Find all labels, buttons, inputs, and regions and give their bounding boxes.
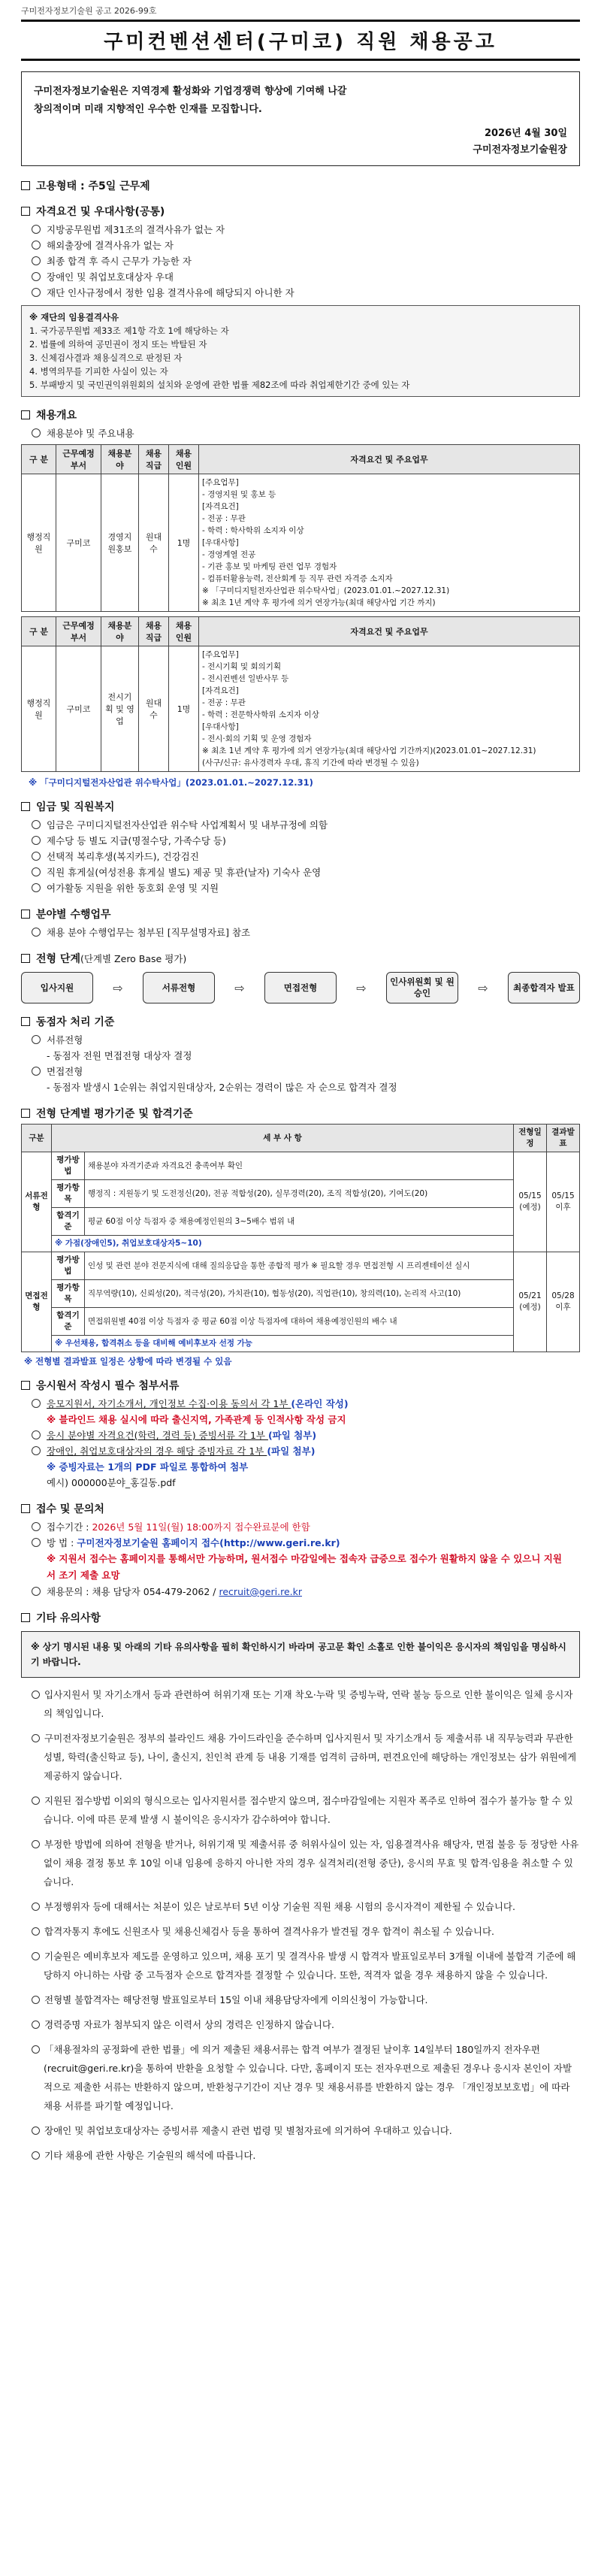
overview-header-cell: 채용직급 [139,617,169,646]
circle-bullet-icon [32,1797,40,1805]
checkbox-icon [21,410,30,419]
qualification-item [21,238,580,253]
apply-period [21,1519,580,1535]
notice-number: 구미전자정보기술원 공고 2026-99호 [21,6,157,16]
docs-item-tag: (파일 첨부) [267,1445,316,1457]
intro-issuer: 구미전자정보기술원장 [473,144,567,156]
caution-box: ※ 상기 명시된 내용 및 아래의 기타 유의사항을 필히 확인하시기 바라며 공고문 확인 소홀로 인한 불이익은 응시자의 책임임을 명심하시기 바랍니다. [21,1631,580,1678]
section-title: 분야별 수행업무 [36,909,111,921]
note-list [29,324,572,392]
qualification-item-text: 지방공무원법 제31조의 결격사유가 없는 자 [47,224,225,235]
duty-line: ※ 최초 1년 계약 후 평가에 의거 연장가능(최대 해당사업 기간 까지) [202,598,436,607]
section-title: 응시원서 작성시 필수 첨부서류 [36,1380,180,1392]
duty-line: [자격요건] [202,502,239,511]
circle-bullet-icon [32,1952,40,1960]
caution-item-text: 부정행위자 등에 대해서는 처분이 있은 날로부터 5년 이상 기술원 직원 채용 시험의 응시자격이 제한될 수 있습니다. [44,1901,515,1912]
checkbox-icon [21,181,30,190]
section-employment [21,178,580,193]
section-title: 접수 및 문의처 [36,1503,104,1515]
caution-item [21,1990,580,2009]
caution-item [21,1729,580,1785]
caution-item-text: 지원된 접수방법 이외의 형식으로는 입사지원서를 접수받지 않으며, 접수마감일에는 지원자 폭주로 인하여 접수가 불가능 할 수 있습니다. 이에 따른 문제 발생 시 불이익은 응시자가 감수하여야 합니다. [44,1795,573,1825]
table-row [22,1180,580,1208]
eval-result: 05/28 이후 [547,1252,580,1352]
circle-bullet-icon [32,883,41,892]
docs-item-text: 응시 분야별 자격요건(학력, 경력 등) 증빙서류 각 1부 [47,1430,268,1441]
docs-note: ※ 블라인드 채용 실시에 따라 출신지역, 가족관계 등 인적사항 작성 금지 [47,1414,346,1425]
checkbox-icon [21,1109,30,1118]
circle-bullet-icon [32,1927,40,1936]
table-row [22,1236,580,1252]
circle-bullet-icon [32,1840,40,1848]
duty-line: [우대사항] [202,722,239,731]
overview-header-cell: 자격요건 및 주요업무 [199,445,580,474]
overview-cell-duty [199,646,580,772]
docs-item [21,1396,580,1412]
eval-date: 05/15 (예정) [514,1152,547,1252]
caution-item-text: 부정한 방법에 의하여 전형을 받거나, 허위기재 및 제출서류 중 허위사실이 있는 자, 임용결격사유 해당자, 면접 불응 등 정당한 사유 없이 채용 결정 통보 후 10일 이내 임용에 응하지 아니한 자의 경우 실격처리(전형 중단), 응시의 무효 및 합격·임용을 취소할 수 있습니다. [44,1839,579,1887]
overview-table [21,444,580,612]
section-docs [21,1378,580,1393]
caution-item-text: 「채용절차의 공정화에 관한 법률」에 의거 제출된 채용서류는 합격 여부가 결정된 날이후 14일부터 180일까지 전자우편(recruit@geri.re.kr)을 통하여 반환을 요청할 수 있습니다. 다만, 홈페이지 또는 전자우편으로 제출된 경우나 응시자 본인이 자발적으로 제출한 서류는 반환하지 않으며, 반환청구기간이 지난 경우 및 채용서류를 반환하지 않는 경우 「개인정보보호법」에 따라 채용 서류를 파기할 예정입니다. [44,2044,572,2111]
duty-line: - 전시기획 및 회의기획 [202,662,282,671]
tie-desc: - 동점자 전원 면접전형 대상자 결정 [47,1050,192,1061]
duty-line: - 학력 : 전문학사학위 소지자 이상 [202,710,319,719]
circle-bullet-icon [32,1538,41,1547]
circle-bullet-icon [32,852,41,861]
caution-item-text: 전형별 불합격자는 해당전형 발표일로부터 15일 이내 채용담당자에게 이의신청이 가능합니다. [44,1994,428,2005]
qualification-item [21,222,580,238]
overview-header-cell: 근무예정부서 [56,617,101,646]
docs-item-tag: (온라인 작성) [291,1398,349,1409]
caution-item [21,1685,580,1723]
caution-item-text: 기술원은 예비후보자 제도를 운영하고 있으며, 채용 포기 및 결격사유 발생 시 합격자 발표일로부터 3개월 이내에 불합격 기준에 해당하지 아니하는 사람 중 고득점자 순으로 합격자를 결정할 수 있습니다. 또한, 적격자 없을 경우 채용하지 않을 수 있습니다. [44,1951,576,1981]
circle-bullet-icon [32,1067,41,1076]
section-overview [21,407,580,422]
process-flow [21,972,580,1003]
contact-email-link[interactable]: recruit@geri.re.kr [219,1586,302,1597]
eval-stage-name: 서류전형 [22,1152,52,1252]
overview-header-cell: 채용분야 [101,445,139,474]
pay-item [21,849,580,864]
overview-tables [21,444,580,772]
overview-header-cell: 채용인원 [169,445,199,474]
pay-item [21,833,580,849]
apply-method-label: 방 법 : [47,1537,77,1548]
circle-bullet-icon [32,1587,41,1596]
section-pay [21,799,580,814]
tie-list [21,1032,580,1095]
eval-key: 합격기준 [52,1308,85,1336]
apply-method [21,1535,580,1551]
eval-key: 평가항목 [52,1280,85,1308]
circle-bullet-icon [32,2045,40,2054]
tie-item-text: 서류전형 [47,1034,83,1046]
docs-item [21,1427,580,1443]
overview-header-cell: 채용인원 [169,617,199,646]
docs-item-text: 응모지원서, 자기소개서, 개인정보 수집·이용 동의서 각 1부 [47,1398,291,1409]
duty-line: [주요업무] [202,478,239,487]
section-title: 전형 단계별 평가기준 및 합격기준 [36,1108,193,1120]
duty-line: - 기관 홍보 및 마케팅 관련 업무 경험자 [202,562,337,571]
fields-item-text: 채용 분야 수행업무는 첨부된 [직무설명자료] 참조 [47,927,251,938]
circle-bullet-icon [32,225,41,234]
eval-table [21,1124,580,1352]
duty-line: - 경영지원 및 홍보 등 [202,490,276,499]
table-row [22,1336,580,1352]
eval-key: 합격기준 [52,1208,85,1236]
qualification-list [21,222,580,301]
eval-date: 05/21 (예정) [514,1252,547,1352]
pay-item-text: 제수당 등 별도 지급(명절수당, 가족수당 등) [47,835,226,846]
circle-bullet-icon [32,1430,41,1439]
process-step: 서류전형 [143,972,215,1003]
qualification-item [21,253,580,269]
circle-bullet-icon [32,928,41,937]
eval-value: 평균 60점 이상 득점자 중 채용예정인원의 3~5배수 범위 내 [85,1208,514,1236]
section-title: 전형 단계 [36,953,80,965]
overview-cell-gubun: 행정직원 [22,474,56,612]
pay-item-text: 선택적 복리후생(복지카드), 건강검진 [47,851,199,862]
overview-header-cell: 채용분야 [101,617,139,646]
circle-bullet-icon [32,241,41,250]
duty-line: [자격요건] [202,686,239,695]
arrow-right-icon: ⇨ [234,980,245,995]
checkbox-icon [21,207,30,216]
checkbox-icon [21,1504,30,1513]
eval-header-gubun: 구분 [22,1125,52,1152]
fields-item [21,925,580,940]
section-fields [21,907,580,922]
table-row [22,646,580,772]
circle-bullet-icon [32,1996,40,2004]
circle-bullet-icon [32,2151,40,2160]
docs-item-text: 장애인, 취업보호대상자의 경우 해당 증빙자료 각 1부 [47,1445,267,1457]
section-title: 기타 유의사항 [36,1612,101,1624]
section-tie [21,1014,580,1029]
caution-item [21,1922,580,1941]
arrow-right-icon: ⇨ [113,980,123,995]
apply-method-link[interactable]: 구미전자정보기술원 홈페이지 접수(http://www.geri.re.kr) [77,1537,340,1548]
qualification-item [21,285,580,301]
caution-list [21,1685,580,2165]
tie-item-text: 면접전형 [47,1066,83,1077]
tie-desc: - 동점자 발생시 1순위는 취업지원대상자, 2순위는 경력이 많은 자 순으로 합격자 결정 [47,1082,397,1093]
overview-sub-text: 채용분야 및 주요내용 [47,428,134,439]
pay-item-text: 여가활동 지원을 위한 동호회 운영 및 지원 [47,882,219,894]
duty-line: - 컴퓨터활용능력, 전산회계 등 직무 관련 자격증 소지자 [202,574,393,583]
overview-cell-field: 전시기획 및 영업 [101,646,139,772]
circle-bullet-icon [32,2126,40,2135]
overview-header-cell: 구 분 [22,617,56,646]
section-title: 채용개요 [36,410,77,422]
circle-bullet-icon [32,1399,41,1408]
section-caution [21,1610,580,1625]
eval-header-detail: 세 부 사 항 [52,1125,514,1152]
apply-contact [21,1584,580,1600]
caution-item-text: 기타 채용에 관한 사항은 기술원의 해석에 따릅니다. [44,2150,256,2161]
docs-example: 예시) 000000분야_홍길동.pdf [47,1477,176,1488]
pay-item [21,817,580,833]
eval-stage-name: 면접전형 [22,1252,52,1352]
duty-line: - 전공 : 무관 [202,698,246,707]
eval-value: 직무역량(10), 신뢰성(20), 적극성(20), 가치관(10), 협동성(20), 직업관(10), 창의력(10), 논리적 사고(10) [85,1280,514,1308]
caution-item [21,2146,580,2165]
duty-line: - 학력 : 학사학위 소지자 이상 [202,526,304,535]
docs-item [21,1443,580,1459]
overview-footnote: ※ 「구미디지털전자산업관 위수탁사업」(2023.01.01.~2027.12.31) [29,777,313,788]
overview-cell-gubun: 행정직원 [22,646,56,772]
pay-item [21,864,580,880]
note-item: 1. 국가공무원법 제33조 제1항 각호 1에 해당하는 자 [29,325,229,336]
duty-line: - 전시·회의 기획 및 운영 경험자 [202,734,312,743]
process-step: 최종합격자 발표 [508,972,580,1003]
eval-body [22,1152,580,1352]
caution-item [21,1897,580,1916]
section-title: 자격요건 및 우대사항(공통) [36,206,165,218]
section-title: 임금 및 직원복지 [36,801,115,813]
apply-contact-label: 채용문의 : 채용 담당자 054-479-2062 / [47,1586,219,1597]
pay-item [21,880,580,896]
apply-period-value: 2026년 5월 11일(월) 18:00까지 접수완료분에 한함 [92,1521,310,1533]
process-step: 면접전형 [264,972,337,1003]
overview-cell-grade: 원대수 [139,646,169,772]
section-apply [21,1501,580,1516]
circle-bullet-icon [32,1446,41,1455]
eval-result: 05/15 이후 [547,1152,580,1252]
caution-item [21,2040,580,2115]
eval-value: 면접위원별 40점 이상 득점자 중 평균 60점 이상 득점자에 대하여 채용예정인원의 배수 내 [85,1308,514,1336]
intro-line-1: 구미전자정보기술원은 지역경제 활성화와 기업경쟁력 향상에 기여해 나갈 [34,86,347,97]
process-step: 입사지원 [21,972,93,1003]
apply-period-label: 접수기간 : [47,1521,92,1533]
overview-table [21,616,580,772]
process-step: 인사위원회 및 원승인 [386,972,458,1003]
circle-bullet-icon [32,2021,40,2029]
circle-bullet-icon [32,256,41,265]
caution-item-text: 합격자통지 후에도 신원조사 및 채용신체검사 등을 통하여 결격사유가 발견될 경우 합격이 취소될 수 있습니다. [44,1926,495,1937]
checkbox-icon [21,1613,30,1622]
table-row [22,1208,580,1236]
qualification-item [21,269,580,285]
section-title: 동점자 처리 기준 [36,1016,115,1028]
note-item: 4. 병역의무를 기피한 사실이 있는 자 [29,366,168,377]
circle-bullet-icon [32,1522,41,1531]
qualification-item-text: 해외출장에 결격사유가 없는 자 [47,240,174,251]
pay-item-text: 직원 휴게실(여성전용 휴게실 별도) 제공 및 휴관(날자) 기숙사 운영 [47,867,322,878]
section-eval [21,1106,580,1121]
overview-header-cell: 구 분 [22,445,56,474]
eval-value: 인성 및 관련 분야 전문지식에 대해 질의응답을 통한 종합적 평가 ※ 필요할 경우 면접전형 시 프리젠테이션 실시 [85,1252,514,1280]
table-row [22,474,580,612]
overview-cell-dept: 구미코 [56,646,101,772]
eval-key: 평가항목 [52,1180,85,1208]
eval-value: 행정직 : 지원동기 및 도전정신(20), 전공 적합성(20), 실무경력(20), 조직 적합성(20), 기여도(20) [85,1180,514,1208]
table-row [22,1152,580,1180]
duty-line: - 전공 : 무관 [202,514,246,523]
caution-item [21,2015,580,2034]
table-row [22,1308,580,1336]
table-row [22,1252,580,1280]
circle-bullet-icon [32,428,41,437]
tie-item [21,1064,580,1079]
eval-key: 평가방법 [52,1252,85,1280]
disqualification-note [21,305,580,397]
eval-value: 채용분야 자격기준과 자격요건 충족여부 확인 [85,1152,514,1180]
circle-bullet-icon [32,288,41,297]
circle-bullet-icon [32,1691,40,1699]
overview-cell-dept: 구미코 [56,474,101,612]
section-process [21,951,580,966]
qualification-item-text: 재단 인사규정에서 정한 임용 결격사유에 해당되지 아니한 자 [47,287,294,298]
checkbox-icon [21,954,30,963]
section-title: 고용형태 : 주5일 근무제 [36,180,150,192]
caution-item [21,2121,580,2140]
tie-item [21,1032,580,1048]
intro-line-2: 창의적이며 미래 지향적인 우수한 인재를 모집합니다. [34,104,262,115]
duty-line: [우대사항] [202,538,239,547]
table-row [22,1280,580,1308]
circle-bullet-icon [32,1035,41,1044]
eval-header-result: 결과발표 [547,1125,580,1152]
fields-list [21,925,580,940]
overview-header-cell: 자격요건 및 주요업무 [199,617,580,646]
qualification-item-text: 장애인 및 취업보호대상자 우대 [47,271,174,283]
caution-item-text: 경력증명 자료가 첨부되지 않은 이력서 상의 경력은 인정하지 않습니다. [44,2019,334,2030]
intro-box [21,71,580,166]
caution-item-text: 구미전자정보기술원은 정부의 블라인드 채용 가이드라인을 준수하며 입사지원서 및 자기소개서 등 제출서류 내 직무능력과 무관한 성별, 학력(출신학교 등), 나이, 출신지, 친인척 관계 등 내용 기재를 엄격히 금하며, 편견요인에 해당하는 개인정보는 삼가 위원에게 제공하지 않습니다. [44,1733,577,1781]
circle-bullet-icon [32,820,41,829]
duty-line: - 경영계열 전공 [202,550,256,559]
overview-cell-count: 1명 [169,474,199,612]
apply-warning: ※ 지원서 접수는 홈페이지를 통해서만 가능하며, 원서접수 마감일에는 접속자 급증으로 접수가 원활하지 않을 수 있으니 지원서 조기 제출 요망 [47,1553,562,1581]
duty-line: - 전시컨벤션 일반사무 등 [202,674,289,683]
eval-header-date: 전형일정 [514,1125,547,1152]
checkbox-icon [21,802,30,811]
eval-note: ※ 가점(장애인5), 취업보호대상자5~10) [52,1236,514,1252]
caution-item-text: 장애인 및 취업보호대상자는 증빙서류 제출시 관련 법령 및 별첨자료에 의거하여 우대하고 있습니다. [44,2125,452,2136]
qualification-item-text: 최종 합격 후 즉시 근무가 가능한 자 [47,256,192,267]
circle-bullet-icon [32,867,41,876]
duty-line: ※ 최초 1년 계약 후 평가에 의거 연장가능(최대 해당사업 기간까지)(2023.01.01~2027.12.31) [202,746,536,755]
pay-list [21,817,580,896]
duty-line: ※ 「구미디지털전자산업관 위수탁사업」(2023.01.01.~2027.12.31) [202,586,450,595]
circle-bullet-icon [32,272,41,281]
docs-list [21,1396,580,1491]
overview-header-cell: 채용직급 [139,445,169,474]
overview-cell-field: 경영지원홍보 [101,474,139,612]
docs-note: ※ 증빙자료는 1개의 PDF 파일로 통합하여 첨부 [47,1461,249,1473]
overview-cell-grade: 원대수 [139,474,169,612]
section-qualification [21,204,580,219]
overview-cell-count: 1명 [169,646,199,772]
overview-sub [21,425,580,441]
intro-date: 2026년 4월 30일 [484,128,567,139]
eval-note: ※ 우선채용, 합격취소 등을 대비해 예비후보자 선정 가능 [52,1336,514,1352]
checkbox-icon [21,1381,30,1390]
arrow-right-icon: ⇨ [478,980,488,995]
note-title: ※ 재단의 임용결격사유 [29,312,119,322]
arrow-right-icon: ⇨ [356,980,367,995]
caution-item [21,1947,580,1984]
duty-line: [주요업무] [202,650,239,659]
docs-item-tag: (파일 첨부) [267,1430,317,1441]
note-item: 3. 신체검사결과 채용실격으로 판정된 자 [29,353,183,363]
pay-item-text: 임금은 구미디지털전자산업관 위수탁 사업계획서 및 내부규정에 의함 [47,819,328,831]
caution-item-text: 입사지원서 및 자기소개서 등과 관련하여 허위기재 또는 기재 착오·누락 및 증빙누락, 연락 불능 등으로 인한 불이익은 일체 응시자의 책임입니다. [44,1689,573,1719]
circle-bullet-icon [32,836,41,845]
overview-header-cell: 근무예정부서 [56,445,101,474]
duty-line: (사구/신규: 유사경력자 우대, 휴직 기간에 따라 변경될 수 있음) [202,758,419,767]
page-title: 구미컨벤션센터(구미코) 직원 채용공고 [21,20,580,61]
circle-bullet-icon [32,1902,40,1911]
note-item: 2. 법률에 의하여 공민권이 정지 또는 박탈된 자 [29,339,207,350]
checkbox-icon [21,910,30,919]
caution-item [21,1835,580,1891]
eval-key: 평가방법 [52,1152,85,1180]
overview-cell-duty [199,474,580,612]
note-item: 5. 부패방지 및 국민권익위원회의 설치와 운영에 관한 법률 제82조에 따라 취업제한기간 중에 있는 자 [29,380,410,390]
checkbox-icon [21,1017,30,1026]
caution-item [21,1791,580,1829]
section-title-suffix: (단계별 Zero Base 평가) [80,953,187,964]
circle-bullet-icon [32,1734,40,1742]
eval-footnote: ※ 전형별 결과발표 일정은 상황에 따라 변경될 수 있음 [24,1356,232,1367]
